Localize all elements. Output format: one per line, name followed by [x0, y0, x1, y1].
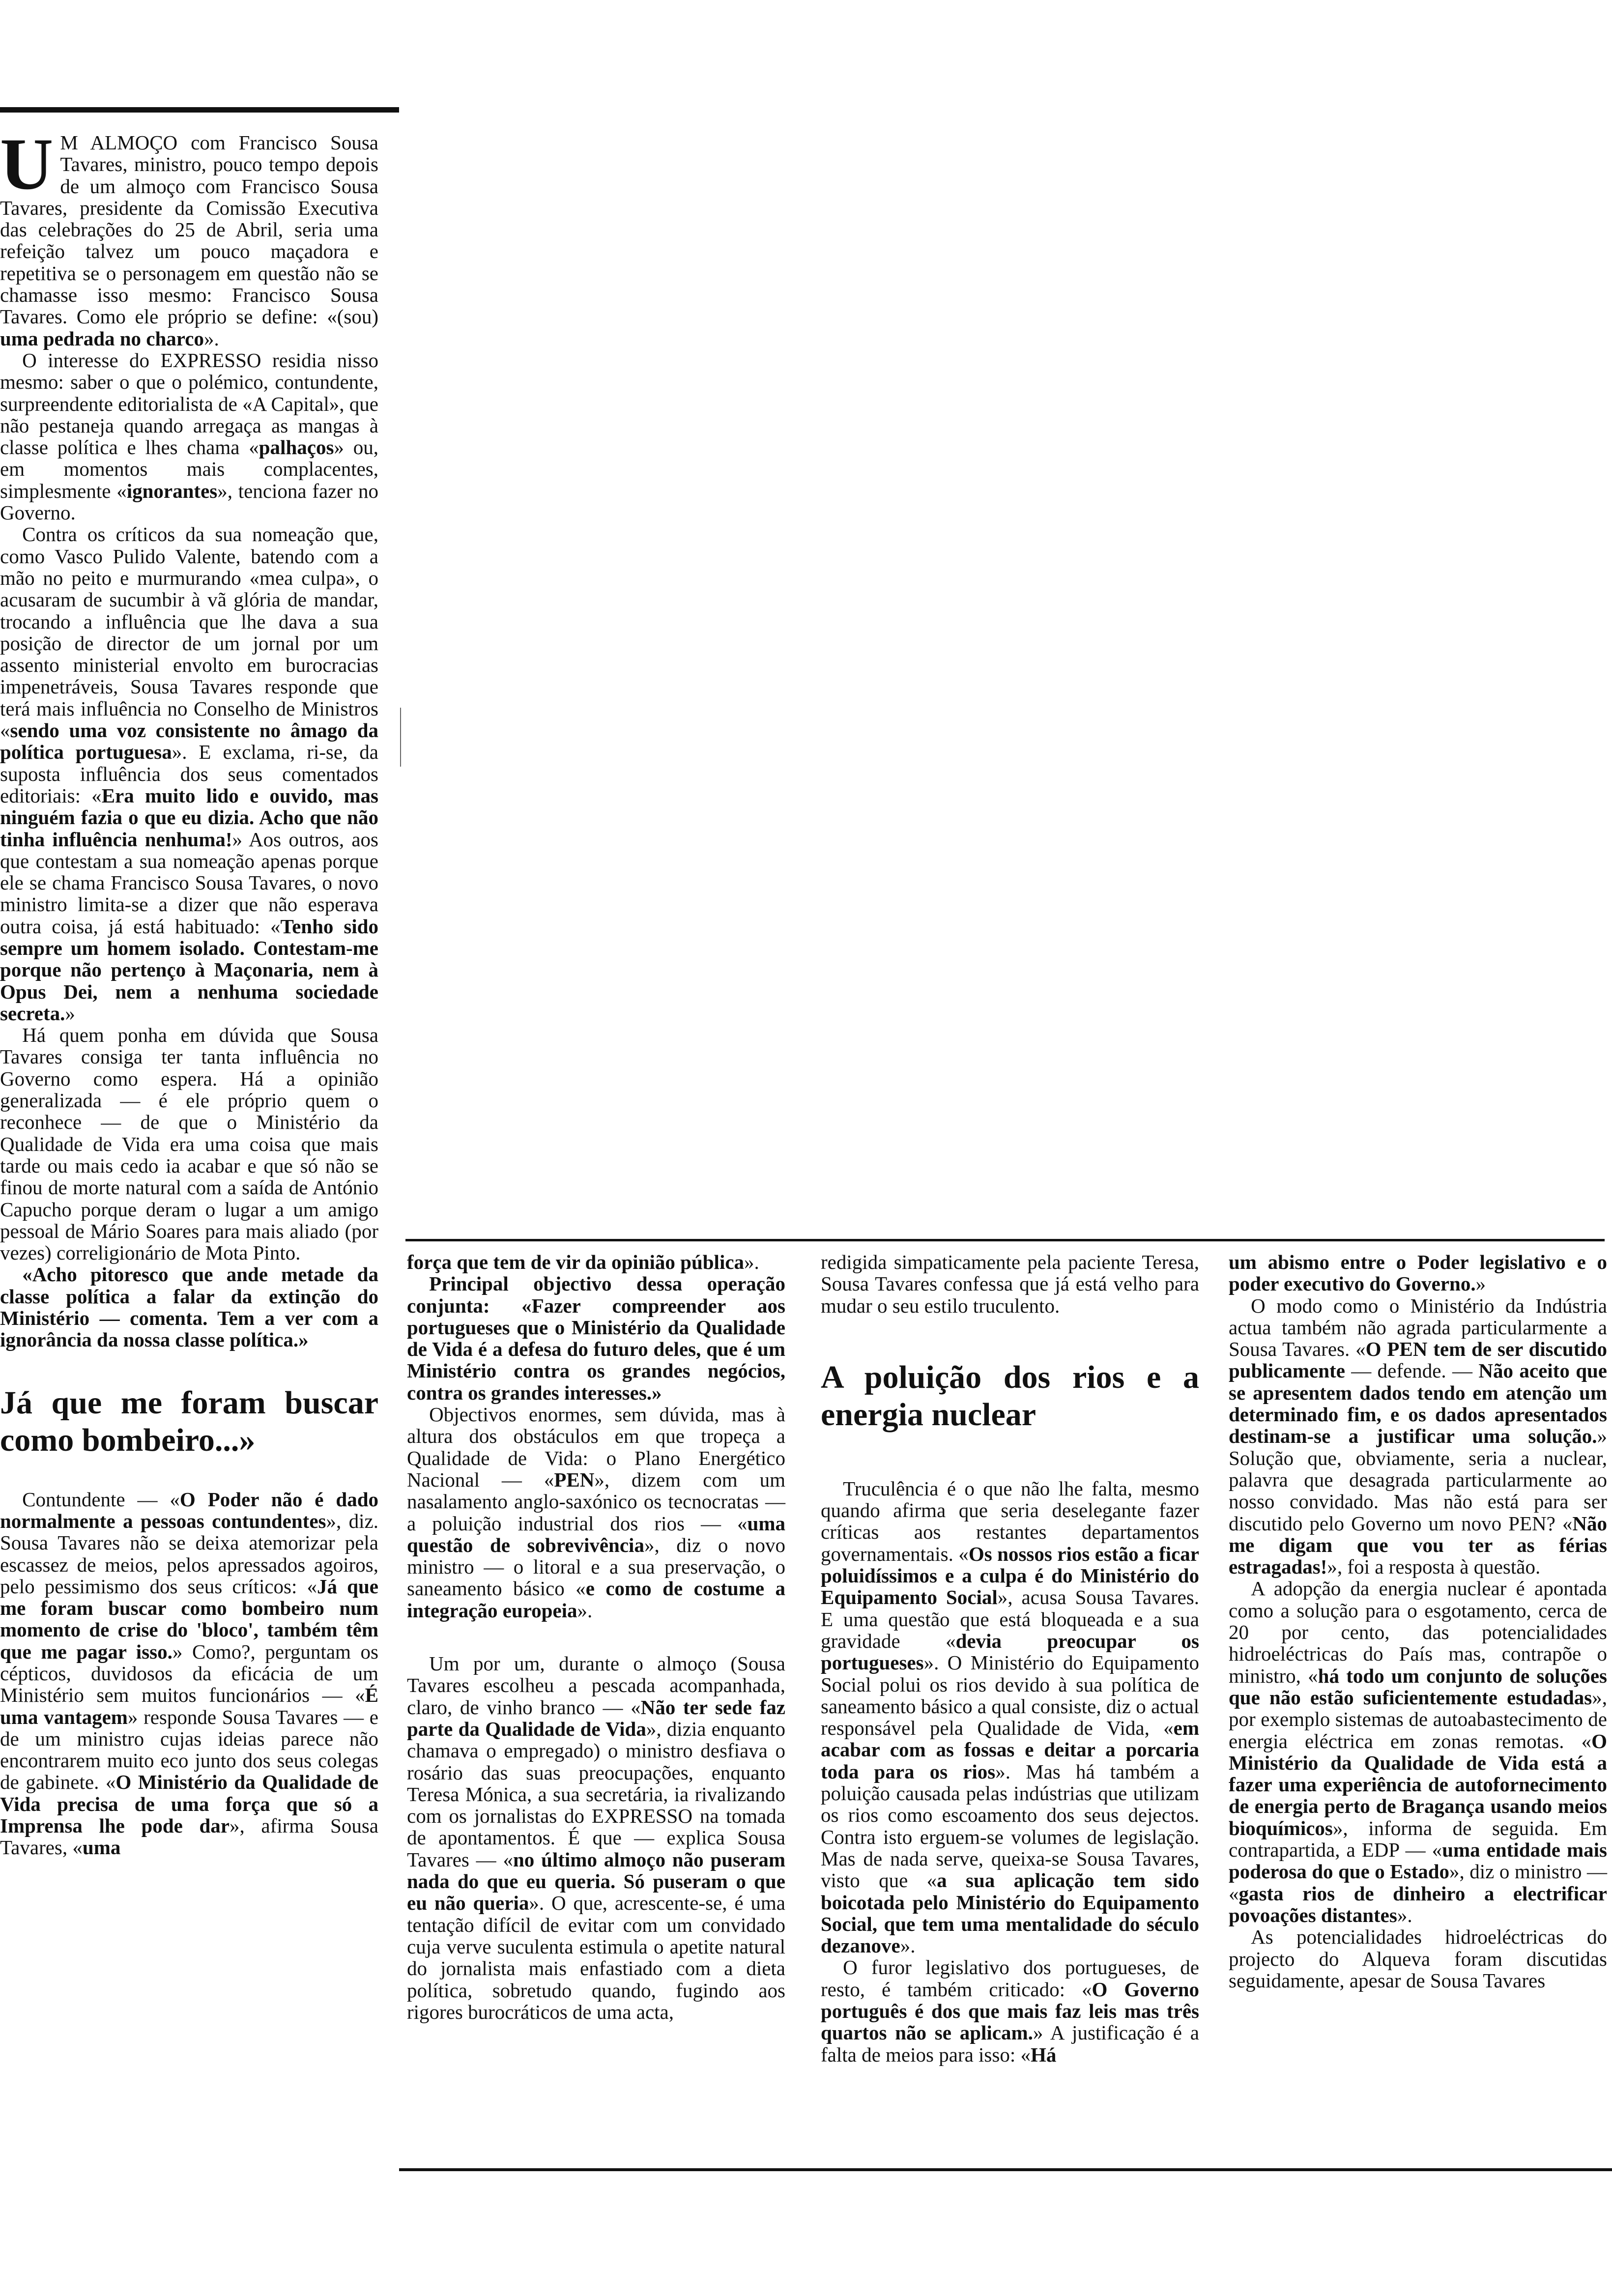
- top-rule: [0, 107, 399, 113]
- paragraph: O furor legislativo dos portugueses, de resto, é também criticado: «O Governo português é dos que mais faz leis mas três quartos não se aplicam.» A justificação é a falta de meios para isso: «Há: [821, 1956, 1199, 2066]
- paragraph: Objectivos enormes, sem dúvida, mas à altura dos obstáculos em que tropeça a Qualidade de Vida: o Plano Energético Nacional — «PEN», dizem com um nasalamento anglo-saxónico os tecnocratas — a poluição industrial dos rios — «uma questão de sobrevivência», diz o novo ministro — o litoral e a sua preservação, o saneamento básico «e como de costume a integração europeia».: [407, 1403, 785, 1622]
- section-heading: A poluição dos rios e a energia nuclear: [821, 1359, 1199, 1433]
- section-heading: Já que me foram buscar como bombeiro...»: [0, 1384, 378, 1458]
- paragraph: Um por um, durante o almoço (Sousa Tavares escolheu a pescada acompanhada, claro, de vinho branco — «Não ter sede faz parte da Qualidade de Vida», dizia enquanto chamava o empregado) o ministro desfiava o rosário das suas preocupações, enquanto Teresa Mónica, a sua secretária, ia rivalizando com os jornalistas do EXPRESSO na tomada de apontamentos. É que — explica Sousa Tavares — «no último almoço não puseram nada do que eu queria. Só puseram o que eu não queria». O que, acrescente-se, é uma tentação difícil de evitar com um convidado cuja verve suculenta estimula o apetite natural do jornalista mais enfastiado com a dieta política, sobretudo quando, fugindo aos rigores burocráticos de uma acta,: [407, 1652, 785, 2023]
- paragraph: Há quem ponha em dúvida que Sousa Tavares consiga ter tanta influência no Governo como espera. Há a opinião generalizada — é ele próprio quem o reconhece — de que o Ministério da Qualidade de Vida era uma coisa que mais tarde ou mais cedo ia acabar e que só não se finou de morte natural com a saída de António Capucho porque deram o lugar a um amigo pessoal de Mário Soares para mais aliado (por vezes) correligionário de Mota Pinto.: [0, 1024, 378, 1264]
- column-4: [1229, 1251, 1607, 1991]
- paragraph: força que tem de vir da opinião pública».: [407, 1251, 759, 1273]
- column-3: [821, 1251, 1199, 2066]
- paragraph: Contundente — «O Poder não é dado normalmente a pessoas contundentes», diz. Sousa Tavares não se deixa atemorizar pela escassez de meios, pelos apressados agoiros, pelo pessimismo dos seus críticos: «Já que me foram buscar como bombeiro num momento de crise do 'bloco', também têm que me pagar isso.» Como?, perguntam os cépticos, duvidosos da eficácia de um Ministério sem muitos funcionários — «É uma vantagem» responde Sousa Tavares — e de um ministro cujas ideias parece não encontrarem muito eco junto dos seus colegas de gabinete. «O Ministério da Qualidade de Vida precisa de uma força que só a Imprensa lhe pode dar», afirma Sousa Tavares, «uma: [0, 1488, 379, 1859]
- paragraph: Principal objectivo dessa operação conjunta: «Fazer compreender aos portugueses que o Ministério da Qualidade de Vida é a defesa do futuro deles, que é um Ministério contra os grandes negócios, contra os grandes interesses.»: [407, 1272, 785, 1404]
- column-divider: [400, 708, 401, 767]
- paragraph: redigida simpaticamente pela paciente Teresa, Sousa Tavares confessa que já está velho para mudar o seu estilo truculento.: [821, 1251, 1199, 1317]
- paragraph: O interesse do EXPRESSO residia nisso mesmo: saber o que o polémico, contundente, surpreendente editorialista de «A Capital», que não pestaneja quando arregaça as mangas à classe política e lhes chama «palhaços» ou, em momentos mais complacentes, simplesmente «ignorantes», tenciona fazer no Governo.: [0, 348, 378, 524]
- paragraph: um abismo entre o Poder legislativo e o poder executivo do Governo.»: [1229, 1251, 1607, 1295]
- paragraph: O modo como o Ministério da Indústria actua também não agrada particularmente a Sousa Tavares. «O PEN tem de ser discutido publicamente — defende. — Não aceito que se apresentem dados tendo em atenção um determinado fim, e os dados apresentados destinam-se a justificar uma solução.» Solução que, obviamente, seria a nuclear, palavra que desagrada particularmente ao nosso convidado. Mas não está para ser discutido pelo Governo um novo PEN? «Não me digam que vou ter as férias estragadas!», foi a resposta à questão.: [1229, 1294, 1608, 1578]
- drop-cap: U: [0, 123, 54, 205]
- mid-rule: [405, 1239, 1605, 1241]
- paragraph: A adopção da energia nuclear é apontada como a solução para o esgotamento, cerca de 20 por cento, das potencialidades hidroeléctricas do País mas, contrapõe o ministro, «há todo um conjunto de soluções que não estão suficientemente estudadas», por exemplo sistemas de autoabastecimento de energia eléctrica em zonas remotas. «O Ministério da Qualidade de Vida está a fazer uma experiência de autofornecimento de energia perto de Bragança usando meios bioquímicos», informa de seguida. Em contrapartida, a EDP — «uma entidade mais poderosa do que o Estado», diz o ministro — «gasta rios de dinheiro a electrificar povoações distantes».: [1229, 1577, 1608, 1926]
- intro-paragraph: U M ALMOÇO com Francisco Sousa Tavares, ministro, pouco tempo depois de um almoço com Francisco Sousa Tavares, presidente da Comissão Executiva das celebrações do 25 de Abril, seria uma refeição talvez um pouco maçadora e repetitiva se o personagem em questão não se chamasse isso mesmo: Francisco Sousa Tavares. Como ele próprio se define: «(sou) uma pedrada no charco».: [0, 123, 378, 350]
- paragraph: Contra os críticos da sua nomeação que, como Vasco Pulido Valente, batendo com a mão no peito e murmurando «mea culpa», o acusaram de sucumbir à vã glória de mandar, trocando a influência que lhe dava a sua posição de director de um jornal por um assento ministerial envolto em burocracias impenetráveis, Sousa Tavares responde que terá mais influência no Conselho de Ministros «sendo uma voz consistente no âmago da política portuguesa». E exclama, ri-se, da suposta influência dos seus comentados editoriais: «Era muito lido e ouvido, mas ninguém fazia o que eu dizia. Acho que não tinha influência nenhuma!» Aos outros, aos que contestam a sua nomeação apenas porque ele se chama Francisco Sousa Tavares, o novo ministro limita-se a dizer que não esperava outra coisa, já está habituado: «Tenho sido sempre um homem isolado. Contestam-me porque não pertenço à Maçonaria, nem à Opus Dei, nem a nenhuma sociedade secreta.»: [0, 523, 378, 1025]
- paragraph: Truculência é o que não lhe falta, mesmo quando afirma que seria deselegante fazer críticas aos restantes departamentos governamentais. «Os nossos rios estão a ficar poluidíssimos e a culpa é do Ministério do Equipamento Social», acusa Sousa Tavares. E uma questão que está bloqueada e a sua gravidade «devia preocupar os portugueses». O Ministério do Equipamento Social polui os rios devido à sua política de saneamento básico a qual consiste, diz o actual responsável pela Qualidade de Vida, «em acabar com as fossas e deitar a porcaria toda para os rios». Mas há também a poluição causada pelas indústrias que utilizam os rios como escoamento dos seus dejectos. Contra isto erguem-se volumes de legislação. Mas de nada serve, queixa-se Sousa Tavares, visto que «a sua aplicação tem sido boicotada pelo Ministério do Equipamento Social, que tem uma mentalidade do século dezanove».: [821, 1477, 1200, 1957]
- bottom-rule: [399, 2168, 1612, 2171]
- column-1: [0, 123, 379, 1859]
- paragraph: «Acho pitoresco que ande metade da classe política a falar da extinção do Ministério — comenta. Tem a ver com a ignorância da nossa classe política.»: [0, 1263, 378, 1351]
- column-2: [407, 1251, 785, 2023]
- paragraph: As potencialidades hidroeléctricas do projecto do Alqueva foram discutidas seguidamente, apesar de Sousa Tavares: [1229, 1925, 1607, 1992]
